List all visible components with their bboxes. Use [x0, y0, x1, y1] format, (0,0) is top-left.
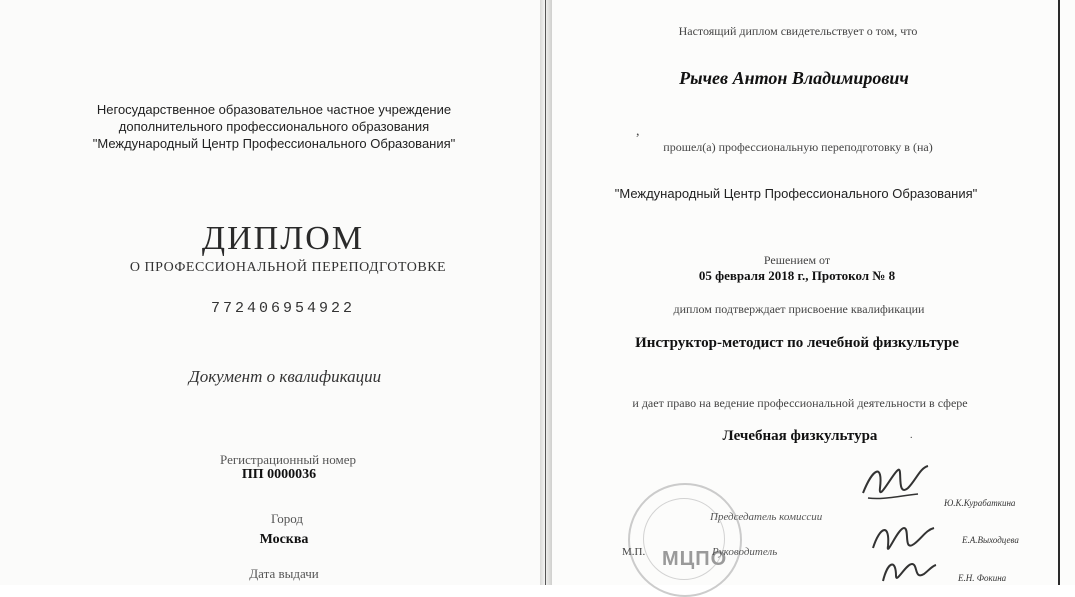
city-label: Город	[270, 511, 304, 526]
decision-label: Решением от	[763, 253, 831, 267]
signatory-1: Ю.К.Курабаткина	[944, 498, 1016, 508]
institution-name: "Международный Центр Профессионального Образования"	[614, 186, 978, 201]
qualification: Инструктор-методист по лечебной физкультуре	[635, 335, 959, 351]
right-page-edge	[1058, 0, 1060, 585]
issue-date-label: Дата выдачи	[249, 566, 319, 581]
head-label: Руководитель	[712, 546, 778, 558]
registration-number: ПП 0000036	[241, 467, 317, 482]
signature-3-icon	[878, 556, 938, 585]
page-fold	[540, 0, 552, 585]
diploma-title: ДИПЛОМ	[201, 220, 365, 257]
org-line-2: дополнительного профессионального образования	[118, 119, 430, 134]
confirms-text: диплом подтверждает присвоение квалификации	[673, 302, 925, 316]
mp-label: М.П.	[622, 546, 646, 558]
holder-name: Рычев Антон Владимирович	[679, 68, 909, 88]
stamp-text: МЦПО	[662, 548, 728, 570]
signatory-3: Е.Н. Фокина	[958, 573, 1007, 583]
signature-1-icon	[858, 458, 938, 513]
registration-label: Регистрационный номер	[220, 452, 356, 467]
commission-chair-label: Председатель комиссии	[710, 511, 823, 523]
diploma-subtitle: О ПРОФЕССИОНАЛЬНОЙ ПЕРЕПОДГОТОВКЕ	[129, 260, 447, 275]
rights-text: и дает право на ведение профессиональной деятельности в сфере	[632, 396, 968, 410]
org-line-3: "Международный Центр Профессионального Образования"	[92, 136, 456, 151]
diploma-left-page	[0, 0, 540, 585]
completed-text: прошел(а) профессиональную переподготовку в (на)	[663, 140, 933, 154]
punctuation-mark: ,	[636, 124, 640, 139]
serial-number: 772406954922	[210, 300, 356, 317]
org-line-1: Негосударственное образовательное частное учреждение	[96, 102, 452, 117]
decision-date: 05 февраля 2018 г., Протокол № 8	[698, 268, 896, 283]
city-value: Москва	[259, 532, 309, 547]
intro-text: Настоящий диплом свидетельствует о том, что	[678, 24, 918, 38]
stray-dot: .	[910, 430, 913, 441]
professional-field: Лечебная физкультура	[722, 428, 878, 444]
signatory-2: Е.А.Выходцева	[962, 535, 1019, 545]
document-type: Документ о квалификации	[188, 367, 382, 386]
